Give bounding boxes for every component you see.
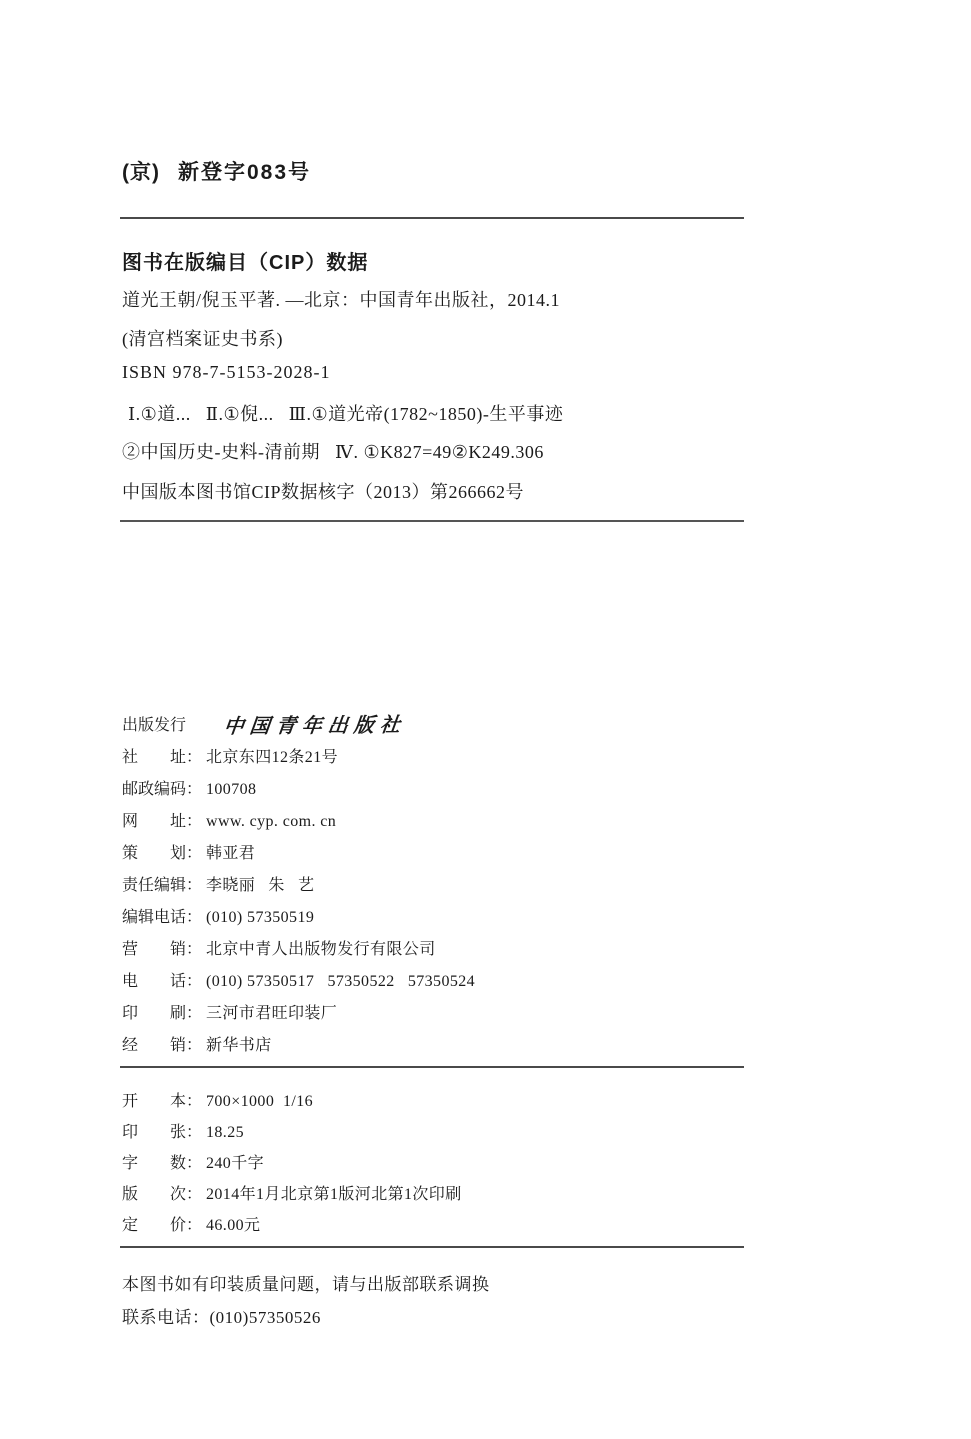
registration-line [122, 156, 311, 186]
row-colon: ： [186, 845, 203, 862]
row-colon: ： [186, 813, 203, 830]
row-value: 18.25 [206, 1124, 244, 1141]
registration-number: 新登字083号 [178, 161, 312, 184]
cip-record-number-line: 中国版本图书馆CIP数据核字（2013）第266662号 [122, 482, 525, 502]
publisher-logo: 中国青年出版社 [222, 712, 408, 739]
row-label: 营销 [122, 941, 186, 958]
cip-classification-line-1: Ⅰ.①道... Ⅱ.①倪... Ⅲ.①道光帝(1782~1850)-生平事迹 [128, 404, 564, 424]
row-colon: ： [186, 1217, 203, 1234]
row-colon: ： [186, 781, 203, 798]
info-row-publisher [122, 710, 475, 742]
info-row-price [122, 1210, 462, 1241]
cip-isbn-line: ISBN 978-7-5153-2028-1 [122, 362, 331, 382]
row-colon: ： [186, 749, 203, 766]
row-value: 100708 [206, 781, 257, 798]
info-row-distributor [122, 1030, 475, 1062]
cip-bibliographic-line: 道光王朝/倪玉平著. —北京：中国青年出版社，2014.1 [122, 290, 560, 310]
info-row-planner [122, 838, 475, 870]
row-value: 李晓丽 朱 艺 [206, 877, 315, 894]
row-label: 出版发行 [122, 717, 187, 734]
info-row-marketing [122, 934, 475, 966]
cip-classification-line-2: ②中国历史-史料-清前期 Ⅳ. ①K827=49②K249.306 [122, 442, 544, 462]
divider-notice-top [120, 1246, 744, 1248]
row-label: 印刷 [122, 1005, 186, 1022]
row-label: 经销 [122, 1037, 186, 1054]
row-colon: ： [186, 973, 203, 990]
row-colon: ： [186, 941, 203, 958]
row-value: 三河市君旺印装厂 [206, 1005, 338, 1022]
divider-top [120, 217, 744, 219]
cip-title: 图书在版编目（CIP）数据 [122, 252, 369, 274]
info-row-editor-phone [122, 902, 475, 934]
format-info-block [122, 1086, 462, 1241]
row-value: www. cyp. com. cn [206, 813, 337, 830]
info-row-editors [122, 870, 475, 902]
info-row-address [122, 742, 475, 774]
divider-cip-bottom [120, 520, 744, 522]
row-value: 北京中青人出版物发行有限公司 [206, 941, 436, 958]
row-value: 北京东四12条21号 [206, 749, 339, 766]
info-row-trim-size [122, 1086, 462, 1117]
row-label: 开本 [122, 1093, 186, 1110]
row-label: 印张 [122, 1124, 186, 1141]
row-value: 2014年1月北京第1版河北第1次印刷 [206, 1186, 462, 1203]
row-colon: ： [186, 1005, 203, 1022]
row-value: 韩亚君 [206, 845, 256, 862]
info-row-printer [122, 998, 475, 1030]
row-colon: ： [186, 1093, 203, 1110]
quality-notice-phone: 联系电话：(010)57350526 [122, 1308, 321, 1327]
row-label: 策划 [122, 845, 186, 862]
publisher-info-block [122, 710, 475, 1062]
row-colon: ： [186, 877, 203, 894]
row-colon: ： [186, 1186, 203, 1203]
row-colon: ： [186, 1124, 203, 1141]
quality-notice-block [122, 1268, 490, 1334]
row-label: 定价 [122, 1217, 186, 1234]
row-label: 网址 [122, 813, 186, 830]
row-value: (010) 57350519 [206, 909, 315, 926]
row-label: 版次 [122, 1186, 186, 1203]
row-label: 责任编辑 [122, 877, 187, 894]
row-value: 240千字 [206, 1155, 265, 1172]
row-colon: ： [186, 1037, 203, 1054]
row-colon: ： [186, 909, 203, 926]
info-row-sheets [122, 1117, 462, 1148]
row-label: 电话 [122, 973, 186, 990]
divider-format-top [120, 1066, 744, 1068]
info-row-website [122, 806, 475, 838]
quality-notice-text: 本图书如有印装质量问题，请与出版部联系调换 [122, 1275, 490, 1294]
row-label: 邮政编码 [122, 781, 187, 798]
row-label: 字数 [122, 1155, 186, 1172]
row-label: 社址 [122, 749, 186, 766]
row-value: 新华书店 [206, 1037, 272, 1054]
info-row-word-count [122, 1148, 462, 1179]
info-row-postcode [122, 774, 475, 806]
registration-region: (京) [122, 161, 160, 184]
cip-series-line: (清宫档案证史书系) [122, 329, 283, 349]
row-label: 编辑电话 [122, 909, 187, 926]
row-value: 700×1000 1/16 [206, 1093, 314, 1110]
row-value: (010) 57350517 57350522 57350524 [206, 973, 476, 990]
row-colon: ： [186, 1155, 203, 1172]
info-row-edition [122, 1179, 462, 1210]
info-row-phone [122, 966, 475, 998]
row-value: 46.00元 [206, 1217, 261, 1234]
